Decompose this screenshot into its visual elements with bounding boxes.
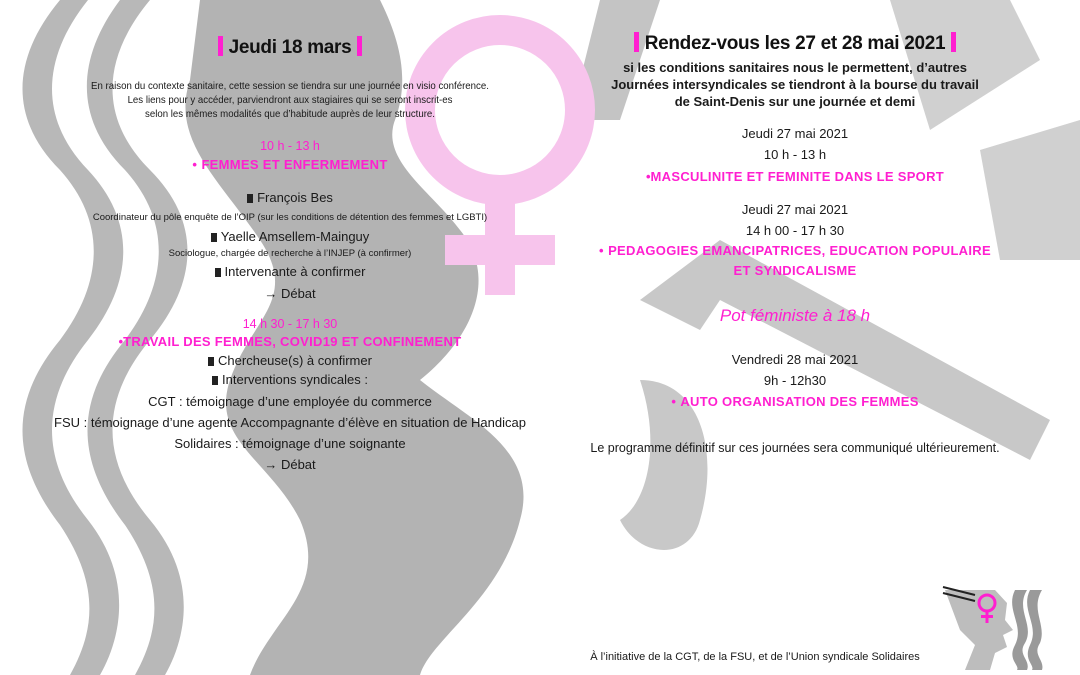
right-column [560,32,1030,458]
heading-bar-right [357,36,362,56]
session1-debate: → Débat [264,286,316,301]
block3-bullet: • [671,394,676,409]
block1-date: Jeudi 27 mai 2021 [741,126,849,141]
speaker1-name: François Bes [257,190,333,205]
block3-title: AUTO ORGANISATION DES FEMMES [680,394,919,409]
square-bullet [208,357,214,366]
session2-cgt: CGT : témoignage d’une employée du commerce [148,394,432,409]
right-intro-line-3: de Saint-Denis sur une journée et demi [674,94,916,109]
block3-date: Vendredi 28 mai 2021 [731,352,859,367]
session2-bullet: • [118,334,124,349]
square-bullet [215,268,221,277]
session1-bullet: • [192,157,197,172]
right-intro-line-1: si les conditions sanitaires nous le permettent, d’autres [623,60,967,75]
heading-bar-left [218,36,223,56]
left-column [55,36,525,474]
session2-time: 14 h 30 - 17 h 30 [242,317,338,331]
block2-time: 14 h 00 - 17 h 30 [745,223,845,238]
session2-item1: Chercheuse(s) à confirmer [218,353,372,368]
speaker2-role: Sociologue, chargée de recherche à l’INJEP (à confirmer) [168,248,412,259]
right-heading: Rendez-vous les 27 et 28 mai 2021 [644,33,946,54]
left-intro-line-3: selon les mêmes modalités que d’habitude auprès de leur structure. [145,108,435,120]
session2-title: TRAVAIL DES FEMMES, COVID19 ET CONFINEMENT [123,334,462,349]
session1-title: FEMMES ET ENFERMEMENT [201,157,388,172]
heading-bar-right [951,32,956,52]
left-intro-line-2: Les liens pour y accéder, parviendront aux stagiaires qui se seront inscrit-es [127,94,453,106]
speaker1-role: Coordinateur du pôle enquête de l’OIP (sur les conditions de détention des femmes et LGBTI) [92,212,488,223]
block2-date: Jeudi 27 mai 2021 [741,202,849,217]
block2-title-line1: PEDAGOGIES EMANCIPATRICES, EDUCATION POPULAIRE [608,243,991,258]
square-bullet [247,194,253,203]
union-logo-icon [935,585,1045,670]
session2-debate: → Débat [264,457,316,472]
block3-time: 9h - 12h30 [763,373,827,388]
block1-time: 10 h - 13 h [763,147,827,162]
block1-title: MASCULINITE ET FEMINITE DANS LE SPORT [650,169,945,184]
block2-bullet: • [599,243,604,258]
footer-note: À l’initiative de la CGT, de la FSU, et de l’Union syndicale Solidaires [590,651,920,663]
left-intro-line-1: En raison du contexte sanitaire, cette session se tiendra sur une journée en visio conférence. [91,80,489,92]
session2-solidaires: Solidaires : témoignage d’une soignante [174,436,406,451]
session2-item2: Interventions syndicales : [222,372,368,387]
speaker2-name: Yaelle Amsellem-Mainguy [220,229,370,244]
square-bullet [211,233,217,242]
speaker3-name: Intervenante à confirmer [224,264,366,279]
session2-fsu: FSU : témoignage d’une agente Accompagnante d’élève en situation de Handicap [54,415,526,430]
left-heading: Jeudi 18 mars [228,37,352,58]
right-intro-line-2: Journées intersyndicales se tiendront à la bourse du travail [611,77,979,92]
square-bullet [212,376,218,385]
program-note: Le programme définitif sur ces journées sera communiqué ultérieurement. [590,441,1000,455]
block1-bullet: • [645,169,651,184]
session1-time: 10 h - 13 h [260,139,320,153]
heading-bar-left [634,32,639,52]
pot-feministe: Pot féministe à 18 h [719,306,871,325]
block2-title-line2: ET SYNDICALISME [733,263,857,278]
